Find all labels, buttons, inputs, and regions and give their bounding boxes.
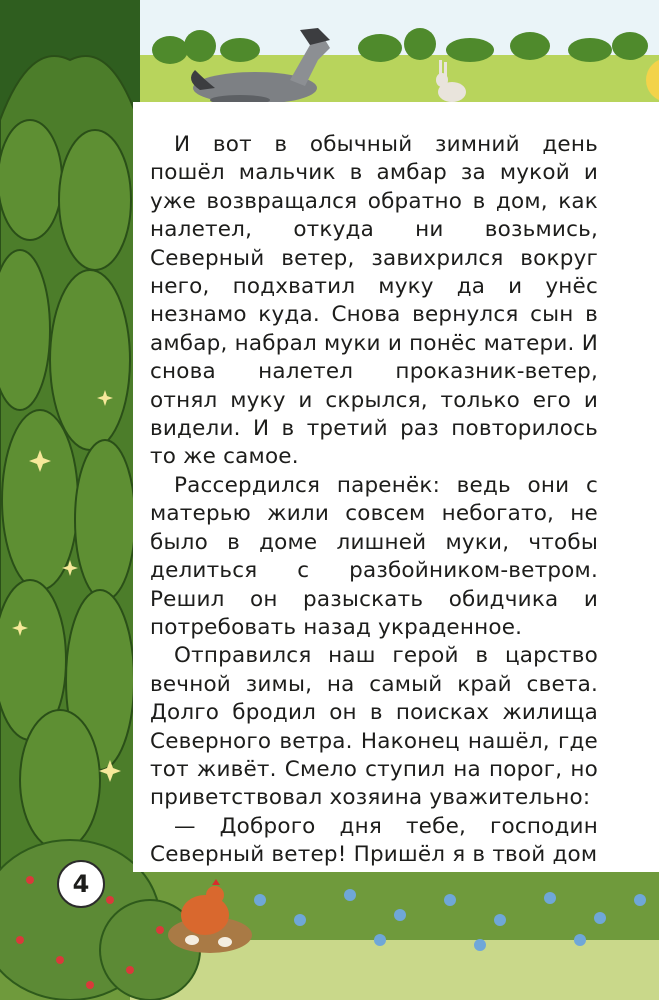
paragraph: Отправился наш герой в царство вечной зимы, на самый край света. Долго бродил он в поисках жилища Северного ветра. Наконец нашёл, где тот живёт. Смело ступил на порог, но приветствовал хозяина уважительно: — [150, 643, 598, 811]
story-text — [150, 131, 598, 870]
page-number: 4 — [57, 860, 105, 908]
paragraph: — Доброго дня тебе, господин Северный ветер! Пришёл я в твой дом — [150, 813, 598, 868]
paragraph: Рассердился паренёк: ведь они с матерью жили совсем небогато, не было в доме лишней муки, чтобы делиться с разбойником-ветром. Решил он разыскать обидчика и потребовать назад украденное. — [150, 472, 598, 640]
paragraph: И вот в обычный зимний день пошёл мальчик в амбар за мукой и уже возвращался обратно в дом, как налетел, откуда ни возьмись, Северный ветер, завихрился вокруг него, подхватил муку да и унёс незнамо куда. Снова вернулся сын в амбар, набрал муки и понёс матери. И снова налетел проказник-ветер, отнял муку и скрылся, только его и видели. И в третий раз повторилось то же самое. — [150, 132, 598, 470]
